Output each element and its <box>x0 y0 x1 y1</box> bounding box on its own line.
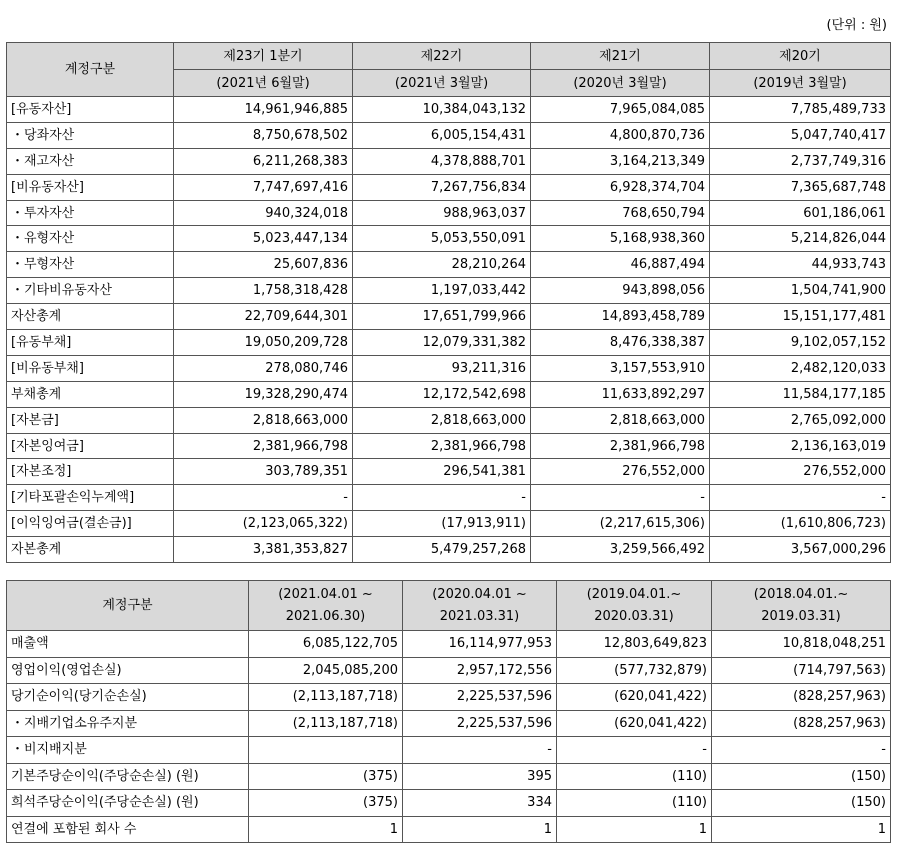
value-cell: 8,476,338,387 <box>531 330 710 356</box>
value-cell: 3,157,553,910 <box>531 355 710 381</box>
value-cell: 19,328,290,474 <box>174 381 353 407</box>
value-cell: 93,211,316 <box>353 355 531 381</box>
balance-header-label: 계정구분 <box>7 43 174 97</box>
period-start: (2019.04.01.~ <box>586 586 682 602</box>
value-cell: 2,818,663,000 <box>353 407 531 433</box>
row-label: 영업이익(영업손실) <box>7 657 249 684</box>
period-end: 2020.03.31) <box>594 608 674 624</box>
unit-label: (단위 : 원) <box>826 18 887 33</box>
table-row <box>7 511 891 537</box>
row-label: [기타포괄손익누계액] <box>7 485 174 511</box>
value-cell: 7,785,489,733 <box>710 97 891 123</box>
value-cell: - <box>531 485 710 511</box>
balance-header-row-periods <box>7 43 891 70</box>
balance-period-header: 제21기 <box>531 43 710 70</box>
table-row <box>7 485 891 511</box>
value-cell: 2,225,537,596 <box>403 710 557 737</box>
value-cell: (620,041,422) <box>557 684 712 711</box>
table-row <box>7 790 891 817</box>
value-cell: 2,818,663,000 <box>531 407 710 433</box>
income-period-header <box>249 581 403 631</box>
table-row <box>7 97 891 123</box>
balance-date-header: (2019년 3월말) <box>710 70 891 97</box>
value-cell: 14,893,458,789 <box>531 304 710 330</box>
table-row <box>7 407 891 433</box>
value-cell: 5,214,826,044 <box>710 226 891 252</box>
value-cell: 5,047,740,417 <box>710 122 891 148</box>
value-cell: 1 <box>403 816 557 843</box>
value-cell <box>249 737 403 764</box>
value-cell: 22,709,644,301 <box>174 304 353 330</box>
table-row <box>7 200 891 226</box>
value-cell: (2,217,615,306) <box>531 511 710 537</box>
row-label: 당기순이익(당기순손실) <box>7 684 249 711</box>
value-cell: 5,023,447,134 <box>174 226 353 252</box>
value-cell: 2,045,085,200 <box>249 657 403 684</box>
value-cell: 16,114,977,953 <box>403 631 557 658</box>
row-label: [자본잉여금] <box>7 433 174 459</box>
income-header-row <box>7 581 891 631</box>
table-row <box>7 631 891 658</box>
value-cell: (620,041,422) <box>557 710 712 737</box>
value-cell: - <box>403 737 557 764</box>
value-cell: 15,151,177,481 <box>710 304 891 330</box>
row-label: 연결에 포함된 회사 수 <box>7 816 249 843</box>
value-cell: 2,225,537,596 <box>403 684 557 711</box>
value-cell: 17,651,799,966 <box>353 304 531 330</box>
value-cell: 988,963,037 <box>353 200 531 226</box>
value-cell: - <box>710 485 891 511</box>
value-cell: 296,541,381 <box>353 459 531 485</box>
period-end: 2019.03.31) <box>761 608 841 624</box>
row-label: ・비지배지분 <box>7 737 249 764</box>
value-cell: 395 <box>403 763 557 790</box>
table-row <box>7 122 891 148</box>
row-label: 부채총계 <box>7 381 174 407</box>
value-cell: 7,747,697,416 <box>174 174 353 200</box>
row-label: [이익잉여금(결손금)] <box>7 511 174 537</box>
value-cell: 19,050,209,728 <box>174 330 353 356</box>
value-cell: 2,381,966,798 <box>353 433 531 459</box>
row-label: ・당좌자산 <box>7 122 174 148</box>
row-label: [자본금] <box>7 407 174 433</box>
table-row <box>7 381 891 407</box>
period-start: (2020.04.01 ~ <box>432 586 527 602</box>
value-cell: - <box>557 737 712 764</box>
value-cell: 7,267,756,834 <box>353 174 531 200</box>
value-cell: 7,965,084,085 <box>531 97 710 123</box>
value-cell: 278,080,746 <box>174 355 353 381</box>
value-cell: - <box>712 737 891 764</box>
row-label: [비유동자산] <box>7 174 174 200</box>
row-label: ・유형자산 <box>7 226 174 252</box>
balance-period-header: 제22기 <box>353 43 531 70</box>
row-label: 매출액 <box>7 631 249 658</box>
value-cell: 943,898,056 <box>531 278 710 304</box>
balance-period-header: 제23기 1분기 <box>174 43 353 70</box>
balance-date-header: (2021년 6월말) <box>174 70 353 97</box>
table-row <box>7 816 891 843</box>
value-cell: (828,257,963) <box>712 684 891 711</box>
income-period-header <box>557 581 712 631</box>
income-statement-table <box>6 580 891 843</box>
value-cell: (1,610,806,723) <box>710 511 891 537</box>
table-row <box>7 252 891 278</box>
value-cell: 2,818,663,000 <box>174 407 353 433</box>
value-cell: - <box>353 485 531 511</box>
row-label: 희석주당순이익(주당순손실) (원) <box>7 790 249 817</box>
value-cell: (2,113,187,718) <box>249 710 403 737</box>
balance-period-header: 제20기 <box>710 43 891 70</box>
value-cell: (714,797,563) <box>712 657 891 684</box>
value-cell: 10,818,048,251 <box>712 631 891 658</box>
value-cell: 1 <box>557 816 712 843</box>
value-cell: 3,567,000,296 <box>710 537 891 563</box>
row-label: [유동자산] <box>7 97 174 123</box>
value-cell: 940,324,018 <box>174 200 353 226</box>
income-period-header <box>403 581 557 631</box>
value-cell: (17,913,911) <box>353 511 531 537</box>
row-label: [유동부채] <box>7 330 174 356</box>
table-row <box>7 174 891 200</box>
value-cell: 1 <box>249 816 403 843</box>
row-label: [자본조정] <box>7 459 174 485</box>
value-cell: 6,005,154,431 <box>353 122 531 148</box>
value-cell: 2,737,749,316 <box>710 148 891 174</box>
table-row <box>7 330 891 356</box>
table-row <box>7 304 891 330</box>
value-cell: 2,482,120,033 <box>710 355 891 381</box>
table-row <box>7 684 891 711</box>
value-cell: 3,259,566,492 <box>531 537 710 563</box>
value-cell: 1 <box>712 816 891 843</box>
value-cell: 2,765,092,000 <box>710 407 891 433</box>
value-cell: 276,552,000 <box>710 459 891 485</box>
value-cell: 11,584,177,185 <box>710 381 891 407</box>
balance-date-header: (2021년 3월말) <box>353 70 531 97</box>
value-cell: 46,887,494 <box>531 252 710 278</box>
balance-date-header: (2020년 3월말) <box>531 70 710 97</box>
table-row <box>7 737 891 764</box>
value-cell: 3,164,213,349 <box>531 148 710 174</box>
value-cell: 3,381,353,827 <box>174 537 353 563</box>
value-cell: 334 <box>403 790 557 817</box>
balance-sheet-table <box>6 42 891 563</box>
value-cell: 10,384,043,132 <box>353 97 531 123</box>
value-cell: (110) <box>557 763 712 790</box>
value-cell: 768,650,794 <box>531 200 710 226</box>
row-label: ・재고자산 <box>7 148 174 174</box>
table-row <box>7 763 891 790</box>
value-cell: 4,378,888,701 <box>353 148 531 174</box>
table-row <box>7 537 891 563</box>
table-row <box>7 226 891 252</box>
value-cell: 5,053,550,091 <box>353 226 531 252</box>
period-start: (2018.04.01.~ <box>753 586 849 602</box>
value-cell: 28,210,264 <box>353 252 531 278</box>
value-cell: 2,381,966,798 <box>531 433 710 459</box>
value-cell: 5,479,257,268 <box>353 537 531 563</box>
value-cell: (375) <box>249 763 403 790</box>
value-cell: 6,211,268,383 <box>174 148 353 174</box>
value-cell: (150) <box>712 763 891 790</box>
table-row <box>7 433 891 459</box>
table-row <box>7 148 891 174</box>
value-cell: (828,257,963) <box>712 710 891 737</box>
value-cell: 5,168,938,360 <box>531 226 710 252</box>
value-cell: 303,789,351 <box>174 459 353 485</box>
value-cell: 601,186,061 <box>710 200 891 226</box>
value-cell: 7,365,687,748 <box>710 174 891 200</box>
period-start: (2021.04.01 ~ <box>278 586 373 602</box>
table-row <box>7 355 891 381</box>
value-cell: (110) <box>557 790 712 817</box>
row-label: ・투자자산 <box>7 200 174 226</box>
value-cell: 6,928,374,704 <box>531 174 710 200</box>
value-cell: (2,113,187,718) <box>249 684 403 711</box>
income-header-label: 계정구분 <box>7 581 249 631</box>
period-end: 2021.03.31) <box>439 608 520 624</box>
row-label: ・무형자산 <box>7 252 174 278</box>
value-cell: 1,758,318,428 <box>174 278 353 304</box>
row-label: 자산총계 <box>7 304 174 330</box>
value-cell: 4,800,870,736 <box>531 122 710 148</box>
value-cell: 14,961,946,885 <box>174 97 353 123</box>
value-cell: 25,607,836 <box>174 252 353 278</box>
value-cell: (577,732,879) <box>557 657 712 684</box>
row-label: ・기타비유동자산 <box>7 278 174 304</box>
value-cell: 8,750,678,502 <box>174 122 353 148</box>
value-cell: 6,085,122,705 <box>249 631 403 658</box>
value-cell: 9,102,057,152 <box>710 330 891 356</box>
income-period-header <box>712 581 891 631</box>
table-row <box>7 459 891 485</box>
value-cell: 276,552,000 <box>531 459 710 485</box>
value-cell: (150) <box>712 790 891 817</box>
table-row <box>7 710 891 737</box>
row-label: 자본총계 <box>7 537 174 563</box>
value-cell: 12,079,331,382 <box>353 330 531 356</box>
value-cell: (375) <box>249 790 403 817</box>
table-row <box>7 278 891 304</box>
value-cell: 1,504,741,900 <box>710 278 891 304</box>
table-row <box>7 657 891 684</box>
value-cell: 12,172,542,698 <box>353 381 531 407</box>
value-cell: 1,197,033,442 <box>353 278 531 304</box>
row-label: [비유동부채] <box>7 355 174 381</box>
value-cell: 2,381,966,798 <box>174 433 353 459</box>
value-cell: (2,123,065,322) <box>174 511 353 537</box>
value-cell: - <box>174 485 353 511</box>
value-cell: 12,803,649,823 <box>557 631 712 658</box>
value-cell: 2,136,163,019 <box>710 433 891 459</box>
value-cell: 2,957,172,556 <box>403 657 557 684</box>
row-label: ・지배기업소유주지분 <box>7 710 249 737</box>
period-end: 2021.06.30) <box>285 608 366 624</box>
value-cell: 44,933,743 <box>710 252 891 278</box>
row-label: 기본주당순이익(주당순손실) (원) <box>7 763 249 790</box>
value-cell: 11,633,892,297 <box>531 381 710 407</box>
